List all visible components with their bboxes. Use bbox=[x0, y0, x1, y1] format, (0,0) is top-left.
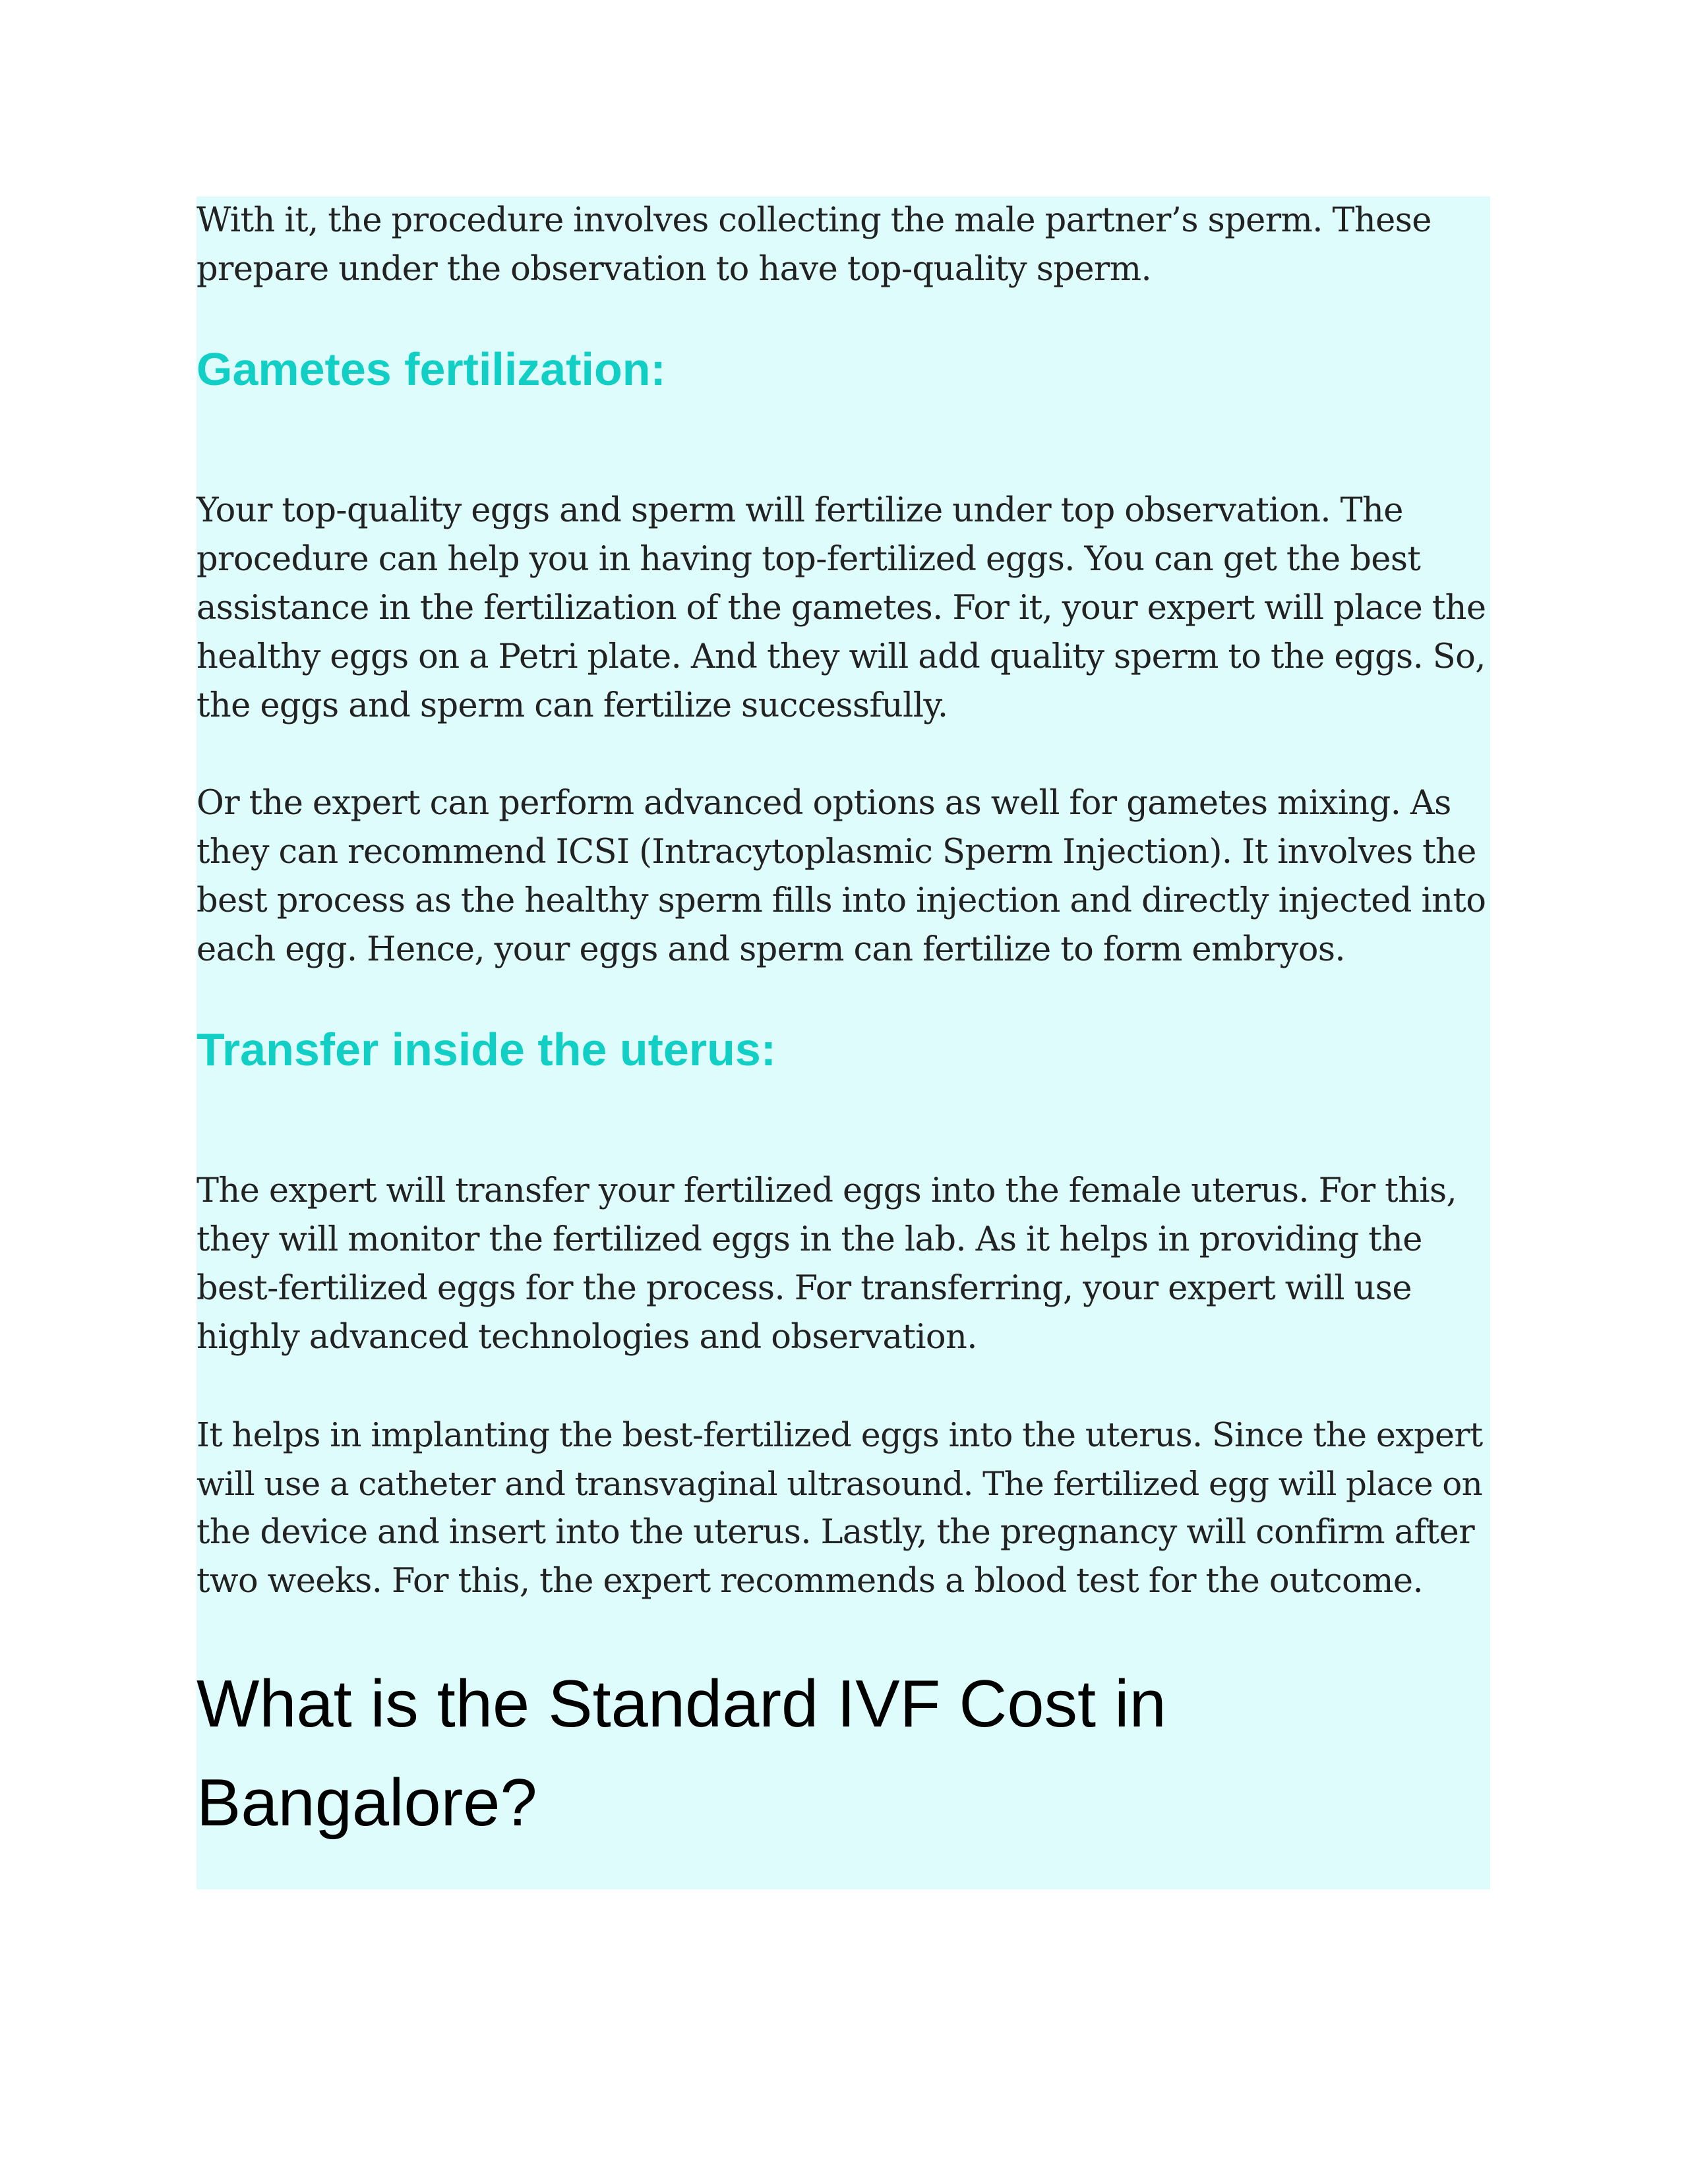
ivf-cost-heading-line-2: Bangalore? bbox=[196, 1766, 537, 1840]
transfer-p2-line-3: the device and insert into the uterus. Lastly, the pregnancy will confirm after bbox=[196, 1513, 1474, 1552]
transfer-paragraph-1 bbox=[196, 1167, 1490, 1362]
gametes-p1-line-2: procedure can help you in having top-fertilized eggs. You can get the best bbox=[196, 540, 1421, 579]
transfer-p1-line-2: they will monitor the fertilized eggs in the lab. As it helps in providing the bbox=[196, 1220, 1422, 1259]
transfer-p2-line-2: will use a catheter and transvaginal ultrasound. The fertilized egg will place on bbox=[196, 1465, 1483, 1503]
gametes-p1-line-1: Your top-quality eggs and sperm will fertilize under top observation. The bbox=[196, 491, 1403, 530]
highlighted-content-block bbox=[196, 196, 1490, 1889]
gametes-p2-line-2: they can recommend ICSI (Intracytoplasmic Sperm Injection). It involves the bbox=[196, 833, 1476, 871]
transfer-p1-line-4: highly advanced technologies and observation. bbox=[196, 1318, 977, 1357]
gametes-paragraph-1 bbox=[196, 487, 1490, 730]
transfer-uterus-heading: Transfer inside the uterus: bbox=[196, 1024, 777, 1075]
transfer-p2-line-1: It helps in implanting the best-fertilized eggs into the uterus. Since the expert bbox=[196, 1415, 1483, 1454]
gametes-p2-line-1: Or the expert can perform advanced options as well for gametes mixing. As bbox=[196, 784, 1451, 823]
transfer-paragraph-2 bbox=[196, 1411, 1490, 1606]
gametes-p2-line-4: each egg. Hence, your eggs and sperm can fertilize to form embryos. bbox=[196, 930, 1346, 969]
intro-line-1: With it, the procedure involves collecting the male partner’s sperm. These bbox=[196, 201, 1432, 240]
transfer-p1-line-3: best-fertilized eggs for the process. For transferring, your expert will use bbox=[196, 1269, 1412, 1308]
ivf-cost-heading-line-1: What is the Standard IVF Cost in bbox=[196, 1667, 1166, 1741]
gametes-p2-line-3: best process as the healthy sperm fills into injection and directly injected into bbox=[196, 881, 1486, 920]
gametes-p1-line-4: healthy eggs on a Petri plate. And they will add quality sperm to the eggs. So, bbox=[196, 637, 1486, 676]
gametes-paragraph-2 bbox=[196, 779, 1490, 974]
intro-paragraph bbox=[196, 196, 1490, 294]
gametes-fertilization-heading: Gametes fertilization: bbox=[196, 343, 666, 395]
transfer-p2-line-4: two weeks. For this, the expert recommends a blood test for the outcome. bbox=[196, 1562, 1424, 1601]
ivf-cost-heading bbox=[196, 1655, 1166, 1852]
gametes-p1-line-5: the eggs and sperm can fertilize successfully. bbox=[196, 686, 948, 725]
gametes-p1-line-3: assistance in the fertilization of the gametes. For it, your expert will place the bbox=[196, 589, 1486, 628]
intro-line-2: prepare under the observation to have top-quality sperm. bbox=[196, 250, 1152, 289]
transfer-p1-line-1: The expert will transfer your fertilized eggs into the female uterus. For this, bbox=[196, 1171, 1457, 1210]
